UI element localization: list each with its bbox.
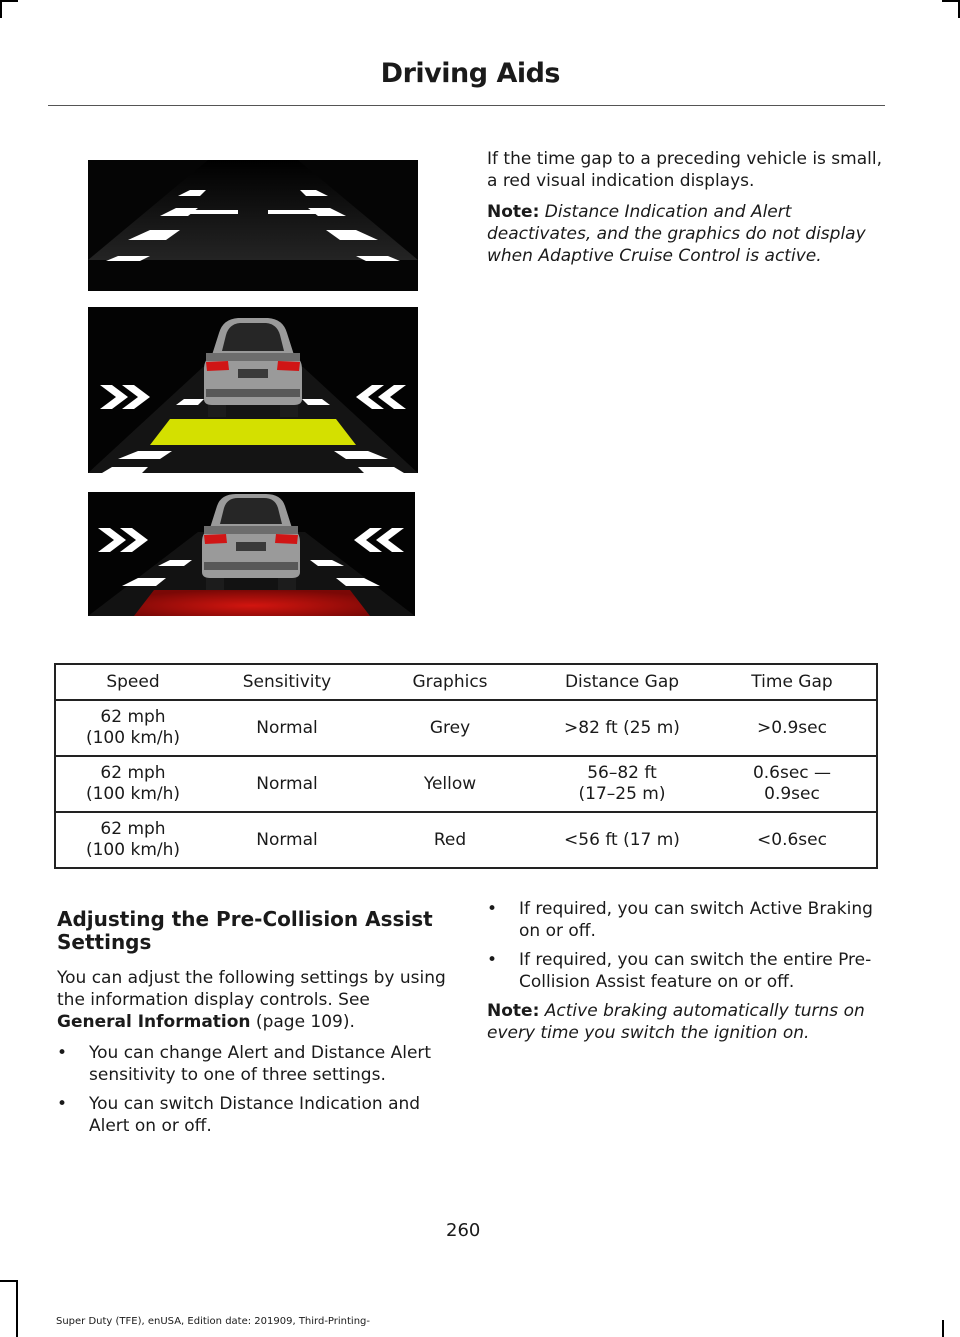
speed-kmh: (100 km/h) [85, 784, 181, 804]
time-cell [708, 756, 877, 812]
list-item [487, 949, 882, 993]
distance-metric: (17–25 m) [578, 784, 666, 804]
time-gap-table [54, 663, 878, 869]
time-value-upper: 0.9sec [764, 784, 820, 804]
list-item-text: You can change Alert and Distance Alert sensitivity to one of three settings. [89, 1043, 432, 1085]
list-item-text: You can switch Distance Indication and Alert on or off. [89, 1094, 421, 1136]
crop-mark [0, 0, 2, 18]
speed-mph: 62 mph [100, 763, 166, 783]
crop-mark [0, 0, 18, 2]
list-item-text: If required, you can switch the entire Pre-Collision Assist feature on or off. [519, 950, 872, 992]
table-row [55, 812, 877, 868]
bullet-icon: • [57, 1094, 68, 1114]
note-label: Note: [487, 1001, 540, 1021]
time-value: <0.6sec [757, 829, 827, 850]
section-intro [57, 967, 449, 1033]
crop-mark [942, 1320, 944, 1337]
graphics-cell: Grey [364, 700, 536, 756]
speed-cell [55, 756, 210, 812]
note-label: Note: [487, 202, 540, 222]
speed-kmh: (100 km/h) [85, 728, 181, 748]
distance-value: <56 ft (17 m) [564, 829, 680, 850]
intro-note [487, 201, 887, 267]
speed-mph: 62 mph [100, 819, 166, 839]
list-item [57, 1093, 449, 1137]
settings-section-continued [487, 898, 882, 1053]
proximity-bar-red [134, 590, 370, 616]
sensitivity-cell: Normal [210, 812, 364, 868]
distance-cell [536, 756, 708, 812]
intro-text-end: (page 109). [250, 1012, 355, 1032]
crop-mark [16, 1280, 18, 1337]
footer-edition: Super Duty (TFE), enUSA, Edition date: 201909, Third-Printing- [56, 1316, 371, 1327]
section-heading: Adjusting the Pre-Collision Assist Settings [57, 907, 433, 954]
cross-reference-link[interactable]: General Information [57, 1012, 251, 1032]
distance-cell [536, 700, 708, 756]
list-item-text: If required, you can switch Active Braking on or off. [519, 899, 873, 941]
page-title: Driving Aids [380, 58, 560, 89]
bullet-icon: • [487, 950, 498, 970]
list-item [57, 1042, 449, 1086]
time-cell [708, 812, 877, 868]
bullet-icon: • [57, 1043, 68, 1063]
sensitivity-cell: Normal [210, 700, 364, 756]
figure-road-yellow [88, 307, 418, 473]
distance-value: 56–82 ft [587, 763, 657, 783]
settings-section [57, 908, 449, 1144]
distance-value: >82 ft (25 m) [564, 717, 680, 738]
speed-kmh: (100 km/h) [85, 840, 181, 860]
intro-paragraph: If the time gap to a preceding vehicle is small, a red visual indication displays. [487, 149, 882, 191]
header-divider [48, 105, 885, 106]
note-text: Distance Indication and Alert deactivates, and the graphics do not display when Adaptive Cruise Control is active. [487, 202, 866, 266]
graphics-cell: Yellow [364, 756, 536, 812]
page-number: 260 [446, 1220, 481, 1241]
graphics-cell: Red [364, 812, 536, 868]
column-header: Sensitivity [210, 664, 364, 700]
sensitivity-cell: Normal [210, 756, 364, 812]
figure-road-clear [88, 160, 418, 291]
column-header: Speed [55, 664, 210, 700]
speed-cell [55, 700, 210, 756]
time-cell [708, 700, 877, 756]
proximity-bar-yellow [150, 419, 356, 445]
table-row [55, 756, 877, 812]
section-note [487, 1000, 882, 1044]
table-header-row [55, 664, 877, 700]
speed-mph: 62 mph [100, 707, 166, 727]
figure-road-red [88, 492, 415, 616]
speed-cell [55, 812, 210, 868]
list-item [487, 898, 882, 942]
note-text: Active braking automatically turns on every time you switch the ignition on. [487, 1001, 865, 1043]
distance-cell [536, 812, 708, 868]
bullet-icon: • [487, 899, 498, 919]
column-header: Time Gap [708, 664, 877, 700]
time-value: >0.9sec [757, 717, 827, 738]
time-value: 0.6sec — [752, 763, 832, 783]
table-row [55, 700, 877, 756]
intro-text [487, 148, 887, 276]
car-rear-icon [202, 494, 300, 590]
column-header: Graphics [364, 664, 536, 700]
intro-text-start: You can adjust the following settings by using the information display controls. See [57, 968, 446, 1010]
column-header: Distance Gap [536, 664, 708, 700]
